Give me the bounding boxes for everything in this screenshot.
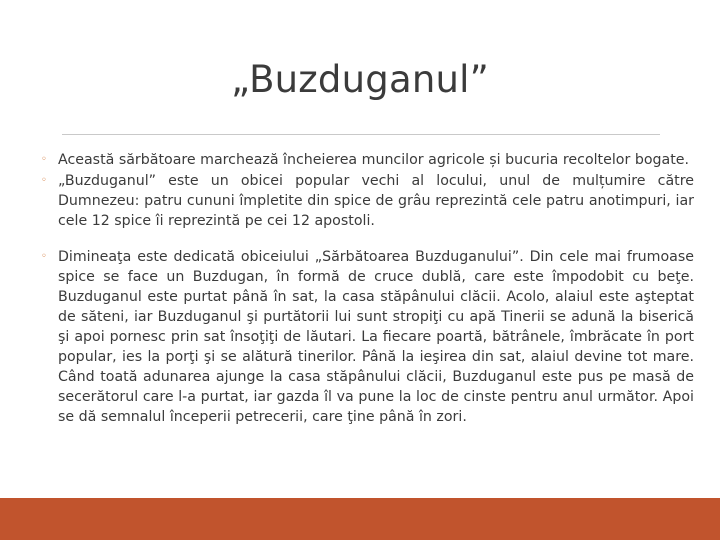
bullet-marker-icon: ◦ xyxy=(41,175,47,186)
bullet-text: Această sărbătoare marchează încheierea muncilor agricole și bucuria recoltelor bogate. xyxy=(58,152,690,168)
bullet-item-harvest xyxy=(40,150,694,170)
bullet-item-morning xyxy=(40,247,694,427)
bullet-text: „Buzduganul” este un obicei popular vechi al locului, unul de mulțumire către Dumnezeu: patru cununi împletite din spice de grâu reprezintă cele patru anotimpuri, iar cele 12 spice îi reprezintă pe cei 12 apostoli. xyxy=(58,173,694,229)
title-divider xyxy=(62,134,660,135)
bullet-list xyxy=(40,150,694,428)
slide-title: „Buzduganul” xyxy=(231,58,489,101)
bullet-marker-icon: ◦ xyxy=(41,251,47,262)
bullet-item-custom xyxy=(40,171,694,231)
bullet-text: Dimineaţa este dedicată obiceiului „Sărbătoarea Buzduganului”. Din cele mai frumoase spice se face un Buzdugan, în formă de cruce dublă, care este împodobit cu beţe. Buzduganul este purtat până în sat, la casa stăpânului clăcii. Acolo, alaiul este aşteptat de săteni, iar Buzduganul şi purtătorii lui sunt stropiţi cu apă Tinerii se adună la biserică şi apoi pornesc prin sat însoţiţi de lăutari. La fiecare poartă, bătrânele, îmbrăcate în port popular, ies la porţi şi se alătură tinerilor. Până la ieşirea din sat, alaiul devine tot mare. Când toată adunarea ajunge la casa stăpânului clăcii, Buzduganul este pus pe masă de secerătorul care l-a purtat, iar gazda îl va pune la loc de cinste pentru anul următor. Apoi se dă semnalul începerii petrecerii, care ţine până în zori. xyxy=(58,249,694,425)
footer-accent-bar xyxy=(0,498,720,540)
bullet-marker-icon: ◦ xyxy=(41,154,47,165)
